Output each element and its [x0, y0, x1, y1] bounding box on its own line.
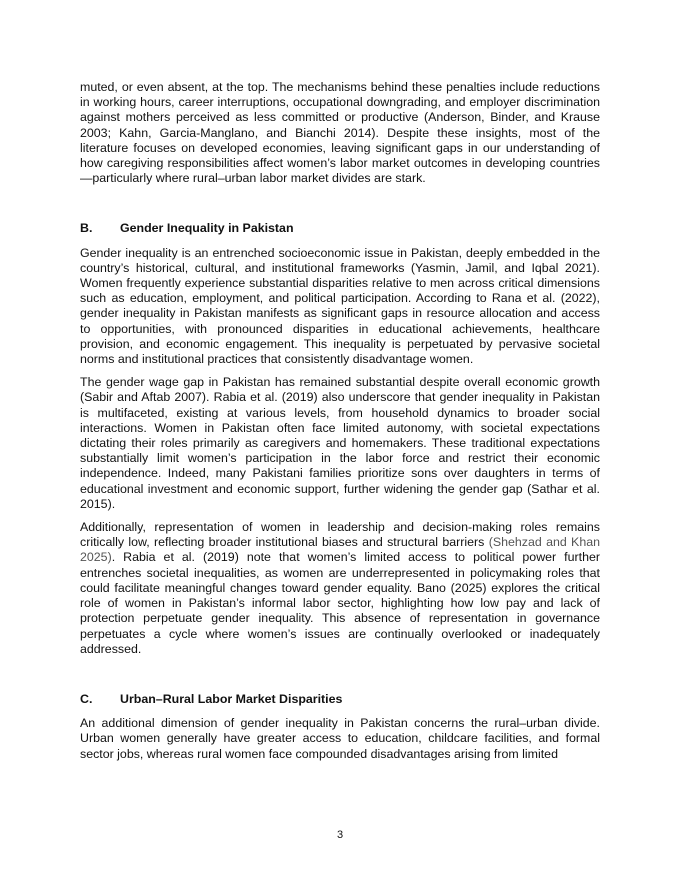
section-b-heading — [80, 221, 600, 236]
section-b-paragraph-2: The gender wage gap in Pakistan has remained substantial despite overall economic growth (Sabir and Aftab 2007). Rabia et al. (2019) also underscore that gender inequality in Pakistan is multifaceted, existing at various levels, from household dynamics to broader social interactions. Women in Pakistan often face limited autonomy, with societal expectations dictating their roles primarily as caregivers and homemakers. These traditional expectations substantially limit women’s participation in the labor force and restrict their economic independence. Indeed, many Pakistani families prioritize sons over daughters in terms of educational investment and economic support, further widening the gender gap (Sathar et al. 2015). — [80, 375, 600, 511]
p3-text-before: Additionally, representation of women in leadership and decision-making roles remains critically low, reflecting broader institutional biases and structural barriers — [80, 520, 600, 550]
section-c-title: Urban–Rural Labor Market Disparities — [120, 691, 343, 706]
section-c-heading — [80, 692, 600, 707]
section-b-paragraph-3 — [80, 520, 600, 657]
page-body — [80, 80, 600, 770]
p3-citation: (Shehzad and Khan 2025) — [80, 535, 600, 565]
page-number: 3 — [336, 829, 344, 841]
section-c-letter: C. — [80, 691, 93, 706]
paragraph-intro-tail: muted, or even absent, at the top. The mechanisms behind these penalties include reductions in working hours, career interruptions, occupational downgrading, and employer discrimination against mothers perceived as less committed or productive (Anderson, Binder, and Krause 2003; Kahn, Garcia-Manglano, and Bianchi 2014). Despite these insights, most of the literature focuses on developed economies, leaving significant gaps in our understanding of how caregiving responsibilities affect women’s labor market outcomes in developing countries—particularly where rural–urban labor market divides are stark. — [80, 80, 600, 186]
section-b-title: Gender Inequality in Pakistan — [120, 221, 294, 236]
section-b-letter: B. — [80, 221, 93, 236]
section-b-paragraph-1: Gender inequality is an entrenched socioeconomic issue in Pakistan, deeply embedded in the country’s historical, cultural, and institutional frameworks (Yasmin, Jamil, and Iqbal 2021). Women frequently experience substantial disparities relative to men across critical dimensions such as education, employment, and political participation. According to Rana et al. (2022), gender inequality in Pakistan manifests as significant gaps in resource allocation and access to opportunities, with pronounced disparities in educational achievements, healthcare provision, and economic engagement. This inequality is perpetuated by pervasive societal norms and institutional practices that consistently disadvantage women. — [80, 245, 600, 367]
section-spacer — [80, 194, 600, 221]
p3-text-after: . Rabia et al. (2019) note that women’s limited access to political power further entrenches societal inequalities, as women are underrepresented in policymaking roles that could facilitate meaningful changes toward gender equality. Bano (2025) explores the critical role of women in Pakistan’s informal labor sector, highlighting how low pay and lack of protection perpetuate gender inequality. This absence of representation in governance perpetuates a cycle where women’s issues are continually overlooked or inadequately addressed. — [80, 550, 600, 656]
section-c-paragraph-1: An additional dimension of gender inequality in Pakistan concerns the rural–urban divide. Urban women generally have greater access to education, childcare facilities, and formal sector jobs, whereas rural women face compounded disadvantages arising from limited — [80, 716, 600, 761]
section-spacer — [80, 665, 600, 692]
